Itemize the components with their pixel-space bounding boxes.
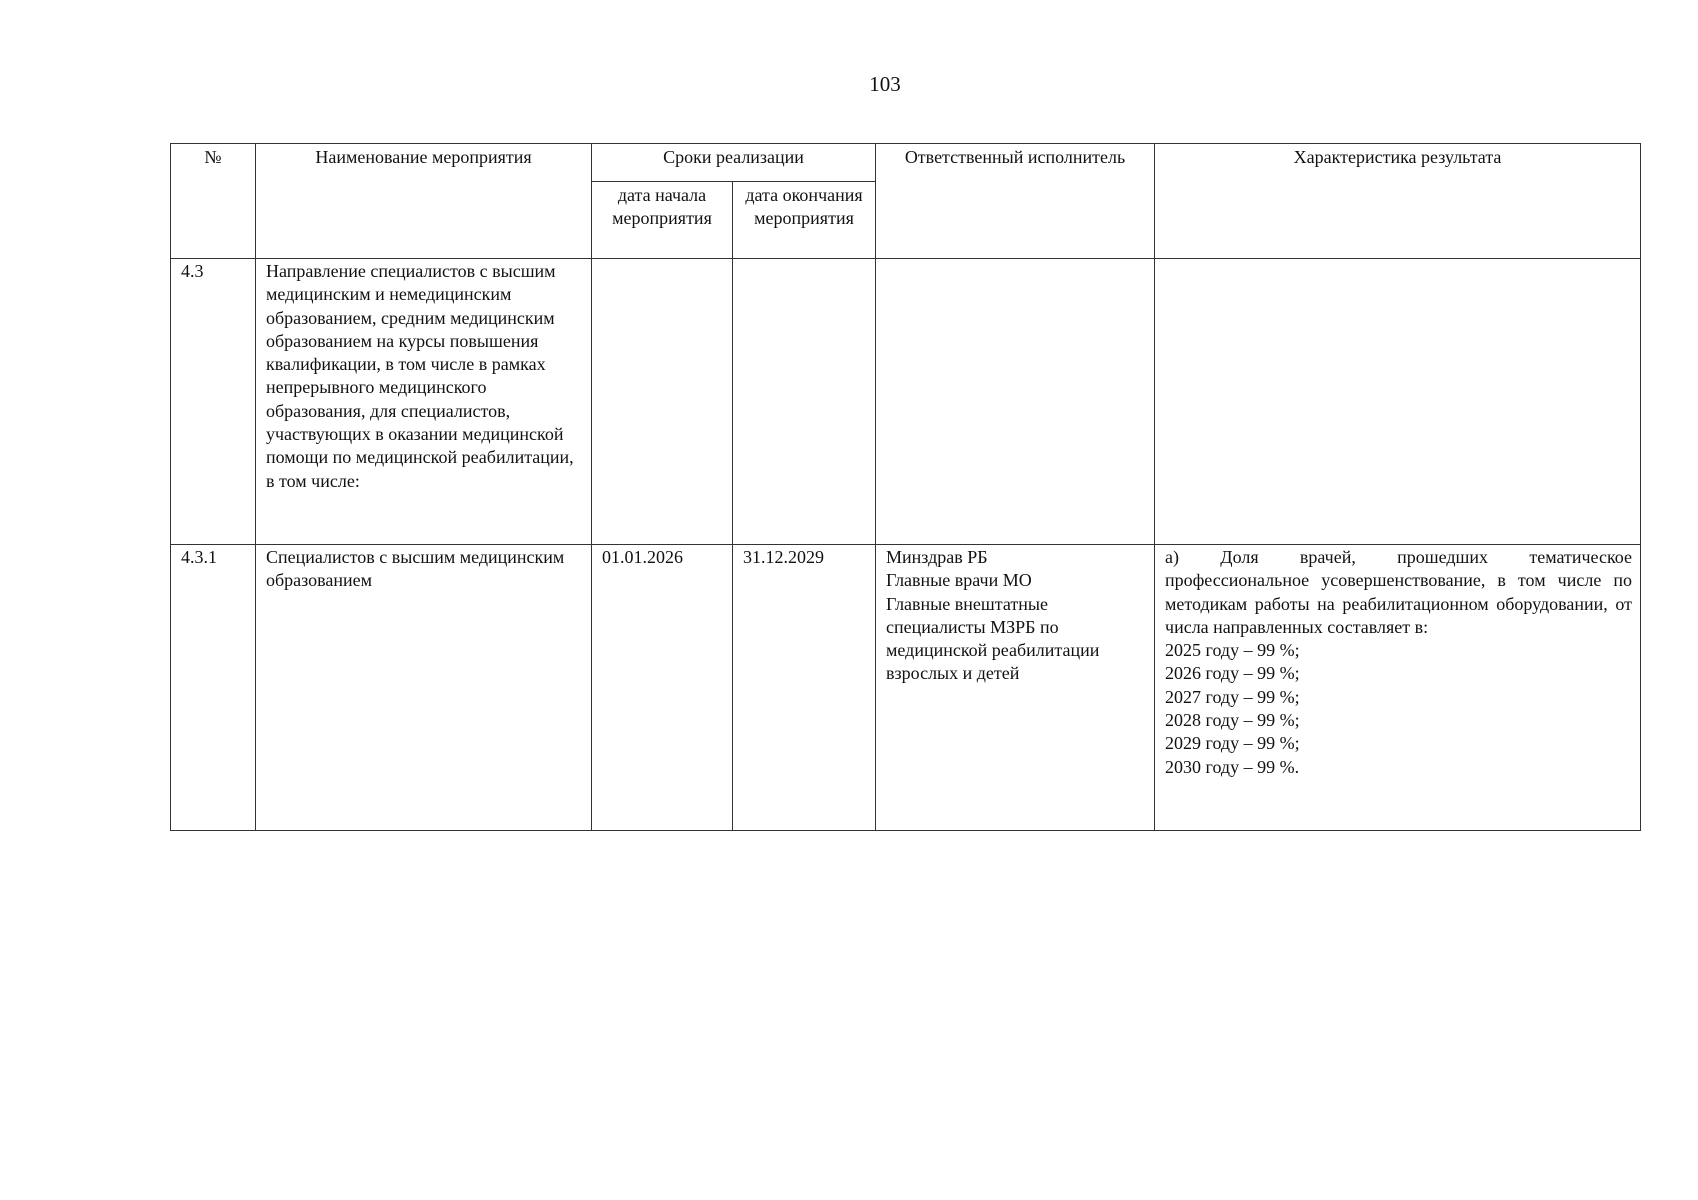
header-timeline: Сроки реализации bbox=[592, 144, 876, 182]
result-year-line: 2029 году – 99 %; bbox=[1165, 733, 1300, 754]
page-number: 103 bbox=[869, 72, 901, 96]
table-header bbox=[171, 144, 1641, 259]
responsible-line: Главные врачи МО bbox=[886, 570, 1032, 591]
header-event-name: Наименование мероприятия bbox=[256, 144, 592, 259]
header-start-date: дата начала мероприятия bbox=[592, 182, 733, 259]
responsible-line: Минздрав РБ bbox=[886, 547, 988, 567]
result-intro: а) Доля врачей, прошедших тематическое профессиональное усовершенствование, в том числе по методикам работы на реабилитационном оборудовании, от числа направленных составляет в: bbox=[1165, 547, 1633, 637]
row-result bbox=[1155, 545, 1641, 831]
row-end-date: 31.12.2029 bbox=[733, 545, 876, 831]
row-end-date bbox=[733, 259, 876, 545]
table-row bbox=[171, 545, 1641, 831]
result-year-line: 2025 году – 99 %; bbox=[1165, 640, 1300, 661]
header-responsible: Ответственный исполнитель bbox=[876, 144, 1155, 259]
header-number: № bbox=[171, 144, 256, 259]
row-number: 4.3 bbox=[171, 259, 256, 545]
result-year-line: 2026 году – 99 %; bbox=[1165, 663, 1300, 684]
row-start-date bbox=[592, 259, 733, 545]
result-year-line: 2028 году – 99 %; bbox=[1165, 710, 1300, 731]
row-event-name: Направление специалистов с высшим медицинским и немедицинским образованием, средним медицинским образованием на курсы повышения квалификации, в том числе в рамках непрерывного медицинского образования, для специалистов, участвующих в оказании медицинской помощи по медицинской реабилитации, в том числе: bbox=[256, 259, 592, 545]
table-row bbox=[171, 259, 1641, 545]
header-end-date: дата окончания мероприятия bbox=[733, 182, 876, 259]
events-table bbox=[170, 143, 1641, 831]
row-responsible bbox=[876, 545, 1155, 831]
row-start-date: 01.01.2026 bbox=[592, 545, 733, 831]
responsible-line: Главные внештатные специалисты МЗРБ по медицинской реабилитации взрослых и детей bbox=[886, 593, 1100, 684]
row-responsible bbox=[876, 259, 1155, 545]
result-year-line: 2027 году – 99 %; bbox=[1165, 686, 1300, 707]
result-year-line: 2030 году – 99 %. bbox=[1165, 756, 1300, 777]
row-event-name: Специалистов с высшим медицинским образованием bbox=[256, 545, 592, 831]
header-result: Характеристика результата bbox=[1155, 144, 1641, 259]
row-number: 4.3.1 bbox=[171, 545, 256, 831]
row-result bbox=[1155, 259, 1641, 545]
